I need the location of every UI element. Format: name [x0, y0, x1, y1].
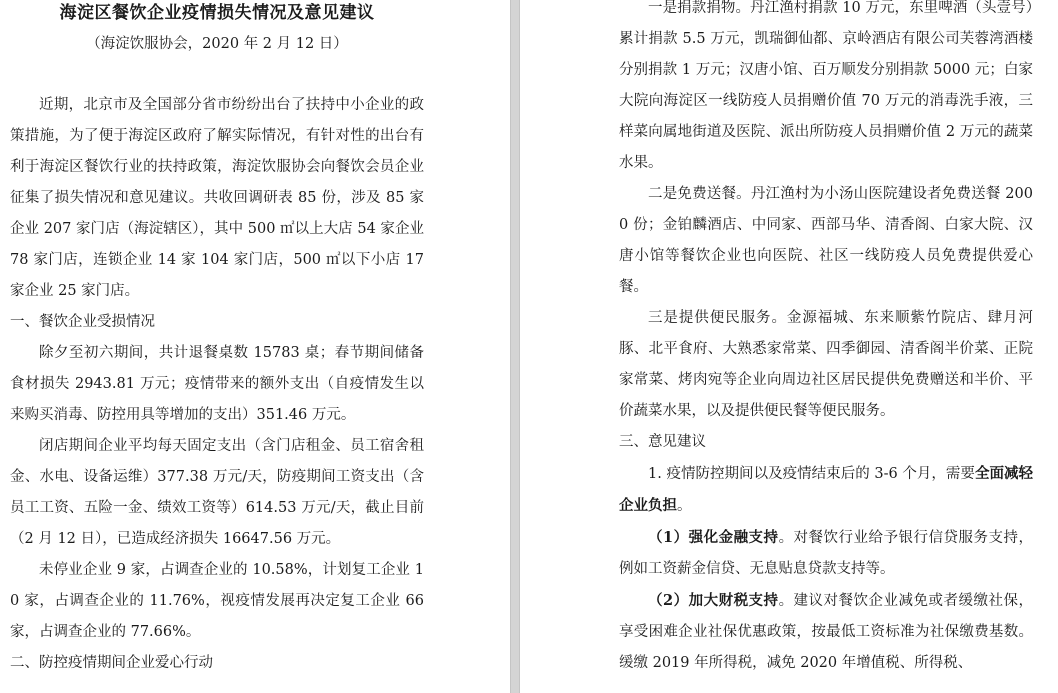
- document-subtitle: （海淀饮服协会，2020 年 2 月 12 日）: [86, 36, 348, 52]
- suggestion-paragraph-3: [619, 585, 1033, 679]
- suggestion-2-tail: 。对餐饮行业给予银行信贷服务支持，例如工资薪金信贷、无息贴息贷款支持等。: [619, 530, 1034, 577]
- document-page-right: [520, 0, 1058, 693]
- document-title: 海淀区餐饮企业疫情损失情况及意见建议: [59, 3, 375, 23]
- section1-paragraph-1: 除夕至初六期间，共计退餐桌数 15783 桌；春节期间储备食材损失 2943.81 万元；疫情带来的额外支出（自疫情发生以来购买消毒、防控用具等增加的支出）351.46 万元。: [10, 345, 424, 423]
- suggestion-2-emphasis: （1）强化金融支持: [648, 529, 779, 546]
- free-meal-paragraph: 二是免费送餐。丹江渔村为小汤山医院建设者免费送餐 2000 份；金铂麟酒店、中同家、西部马华、清香阁、白家大院、汉唐小馆等餐饮企业也向医院、社区一线防疫人员免费提供爱心餐。: [619, 186, 1033, 295]
- suggestion-3-emphasis: （2）加大财税支持: [648, 592, 779, 609]
- section-heading-3: 三、意见建议: [619, 434, 706, 450]
- section-heading-1: 一、餐饮企业受损情况: [10, 314, 155, 330]
- suggestion-1-emphasis: 全面减轻企业负担: [619, 465, 1033, 514]
- suggestion-1-lead: 1. 疫情防控期间以及疫情结束后的 3-6 个月，需要: [648, 466, 975, 482]
- suggestion-paragraph-1: [619, 458, 1033, 522]
- blank-line: [10, 62, 424, 90]
- page-content-left: [10, 0, 424, 679]
- section1-paragraph-3: 未停业企业 9 家，占调查企业的 10.58%，计划复工企业 10 家，占调查企业的 11.76%，视疫情发展再决定复工企业 66 家，占调查企业的 77.66%。: [10, 562, 424, 640]
- intro-paragraph: 近期，北京市及全国部分省市纷纷出台了扶持中小企业的政策措施，为了便于海淀区政府了解实际情况，有针对性的出台有利于海淀区餐饮行业的扶持政策，海淀饮服协会向餐饮会员企业征集了损失情况和意见建议。共收回调研表 85 份，涉及 85 家企业 207 家门店（海淀辖区），其中 500 ㎡以上大店 54 家企业 78 家门店，连锁企业 14 家 104 家门店，500 ㎡以下小店 17 家企业 25 家门店。: [10, 97, 424, 299]
- donation-paragraph: 一是捐款捐物。丹江渔村捐款 10 万元，东里啤酒（头壹号）累计捐款 5.5 万元，凯瑞御仙都、京岭酒店有限公司芙蓉湾酒楼分别捐款 1 万元；汉唐小馆、百万顺发分别捐款 5000 元；白家大院向海淀区一线防疫人员捐赠价值 70 万元的消毒洗手液，三样菜向属地街道及医院、派出所防疫人员捐赠价值 2 万元的蔬菜水果。: [619, 0, 1033, 171]
- service-paragraph: 三是提供便民服务。金源福城、东来顺紫竹院店、肆月河豚、北平食府、大熟悉家常菜、四季御园、清香阁半价菜、正院家常菜、烤肉宛等企业向周边社区居民提供免费赠送和半价、平价蔬菜水果，以及提供便民餐等便民服务。: [619, 310, 1033, 419]
- suggestion-1-tail: 。: [677, 498, 692, 514]
- section1-paragraph-2: 闭店期间企业平均每天固定支出（含门店租金、员工宿舍租金、水电、设备运维）377.38 万元/天，防疫期间工资支出（含员工工资、五险一金、绩效工资等）614.53 万元/天，截止目前（2 月 12 日），已造成经济损失 16647.56 万元。: [10, 438, 424, 547]
- suggestion-paragraph-2: [619, 522, 1033, 585]
- page-content-right: [619, 0, 1033, 679]
- page-gap: [510, 0, 520, 693]
- section-heading-2: 二、防控疫情期间企业爱心行动: [10, 655, 213, 671]
- document-page-left: [0, 0, 510, 693]
- suggestion-3-tail: 。建议对餐饮企业减免或者缓缴社保，享受困难企业社保优惠政策，按最低工资标准为社保缴费基数。缓缴 2019 年所得税，减免 2020 年增值税、所得税、: [619, 593, 1034, 671]
